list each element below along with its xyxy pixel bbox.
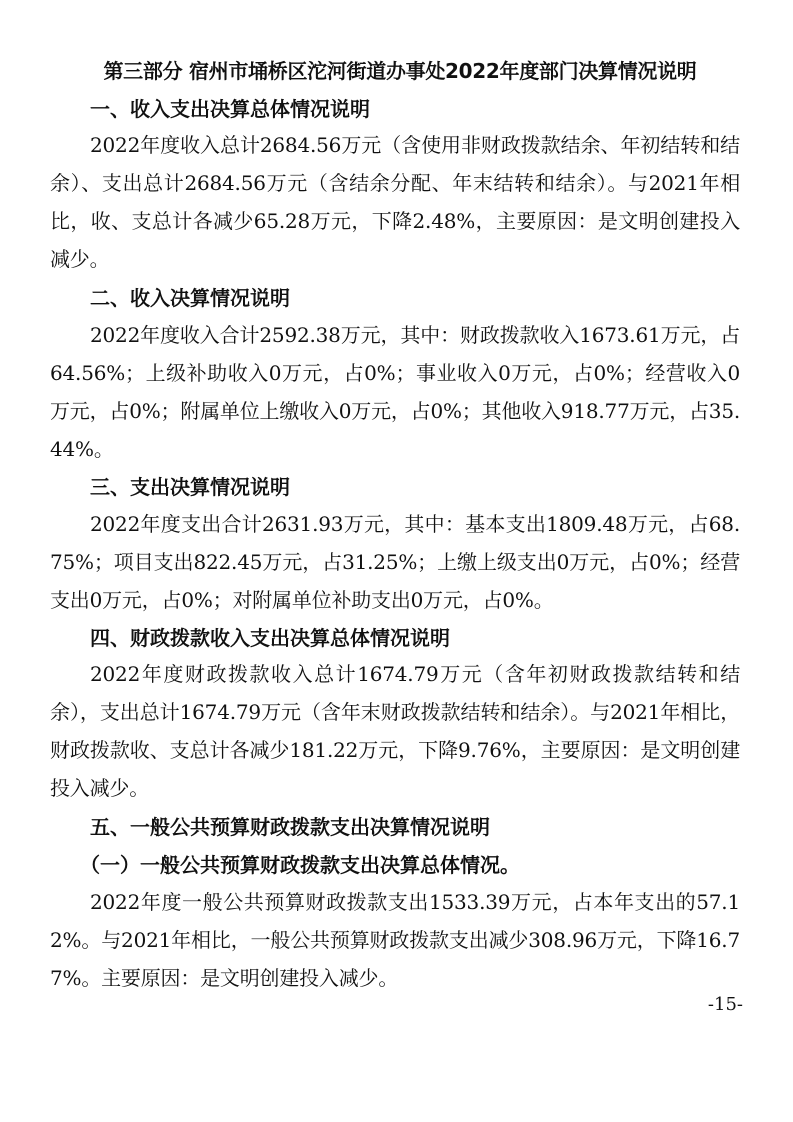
section-heading-expenditure: 三、支出决算情况说明 <box>90 475 290 499</box>
section-heading-income: 二、收入决算情况说明 <box>90 286 290 310</box>
section-subheading-general-public-budget-overview: （一）一般公共预算财政拨款支出决算总体情况。 <box>80 853 520 877</box>
section-paragraph-income: 2022年度收入合计2592.38万元，其中：财政拨款收入1673.61万元，占64.56%；上级补助收入0万元，占0%；事业收入0万元，占0%；经营收入0万元，占0%；附属单位上缴收入0万元，占0%；其他收入918.77万元，占35.44%。 <box>50 323 740 461</box>
section-paragraph-fiscal-appropriation: 2022年度财政拨款收入总计1674.79万元（含年初财政拨款结转和结余），支出总计1674.79万元（含年末财政拨款结转和结余）。与2021年相比，财政拨款收、支总计各减少181.22万元，下降9.76%，主要原因：是文明创建投入减少。 <box>50 662 740 800</box>
section-paragraph-expenditure: 2022年度支出合计2631.93万元，其中：基本支出1809.48万元，占68.75%；项目支出822.45万元，占31.25%；上缴上级支出0万元，占0%；经营支出0万元，占0%；对附属单位补助支出0万元，占0%。 <box>50 512 740 612</box>
section-heading-general-public-budget: 五、一般公共预算财政拨款支出决算情况说明 <box>90 815 490 839</box>
page-number: -15- <box>707 994 743 1015</box>
section-paragraph-income-expenditure-overview: 2022年度收入总计2684.56万元（含使用非财政拨款结余、年初结转和结余）、支出总计2684.56万元（含结余分配、年末结转和结余）。与2021年相比，收、支总计各减少65.28万元，下降2.48%，主要原因：是文明创建投入减少。 <box>50 133 740 271</box>
section-heading-income-expenditure-overview: 一、收入支出决算总体情况说明 <box>90 97 370 121</box>
section-paragraph-general-public-budget: 2022年度一般公共预算财政拨款支出1533.39万元，占本年支出的57.12%。与2021年相比，一般公共预算财政拨款支出减少308.96万元，下降16.77%。主要原因：是文明创建投入减少。 <box>50 890 740 990</box>
document-title: 第三部分 宿州市埇桥区沱河街道办事处2022年度部门决算情况说明 <box>103 59 697 83</box>
section-heading-fiscal-appropriation: 四、财政拨款收入支出决算总体情况说明 <box>90 626 450 650</box>
